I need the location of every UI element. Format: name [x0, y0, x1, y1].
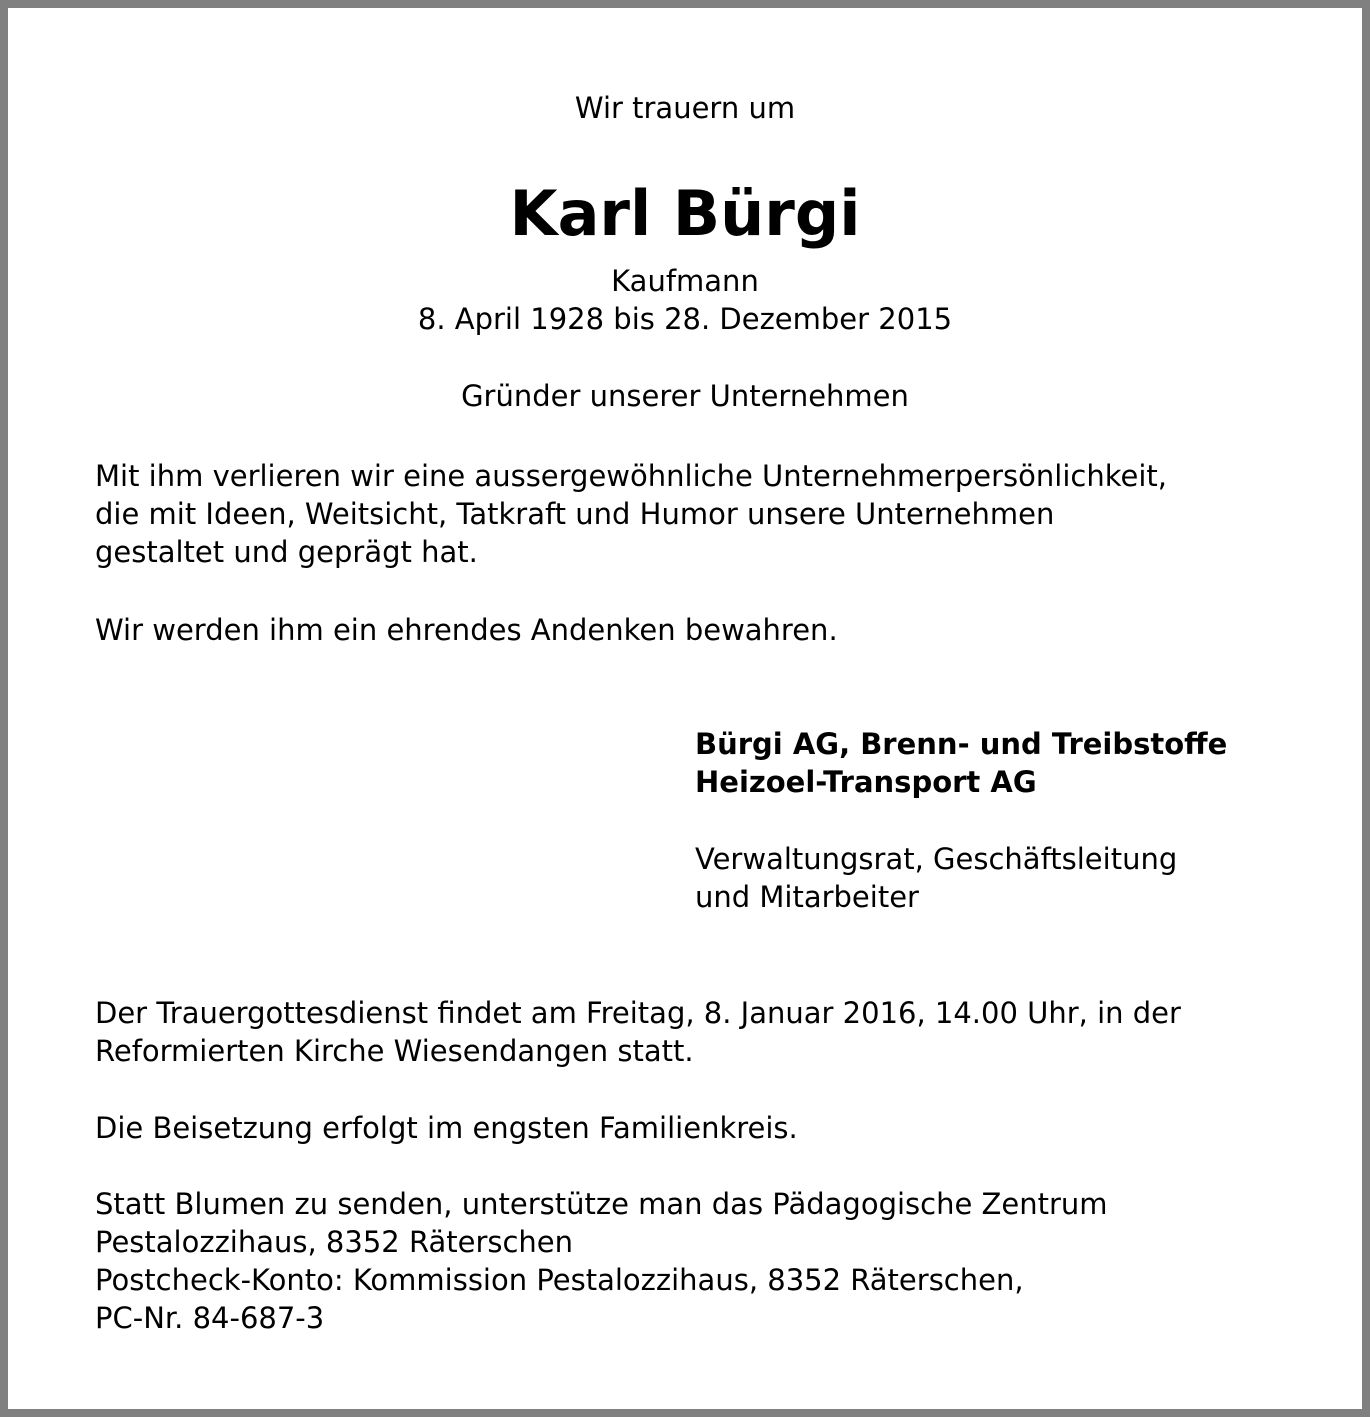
- donation-line: Postcheck-Konto: Kommission Pestalozzihaus, 8352 Räterschen,: [95, 1263, 1024, 1297]
- signature-line: Verwaltungsrat, Geschäftsleitung: [695, 842, 1178, 876]
- intro-text: Wir trauern um: [574, 91, 796, 125]
- burial-notice: Die Beisetzung erfolgt im engsten Familienkreis.: [95, 1111, 798, 1145]
- tribute-closing: Wir werden ihm ein ehrendes Andenken bewahren.: [95, 613, 838, 647]
- life-dates: 8. April 1928 bis 28. Dezember 2015: [417, 302, 953, 336]
- deceased-name: Karl Bürgi: [509, 177, 861, 250]
- obituary-page: [8, 8, 1362, 1409]
- donation-line: PC-Nr. 84-687-3: [95, 1301, 325, 1335]
- signature-line: und Mitarbeiter: [695, 880, 919, 914]
- profession: Kaufmann: [611, 264, 759, 298]
- founder-role: Gründer unserer Unternehmen: [461, 379, 909, 413]
- tribute-paragraph: [95, 457, 1167, 571]
- signature-people: [695, 840, 1177, 916]
- tribute-line: Mit ihm verlieren wir eine aussergewöhnliche Unternehmerpersönlichkeit,: [95, 459, 1167, 493]
- service-paragraph: [95, 994, 1181, 1070]
- donation-line: Pestalozzihaus, 8352 Räterschen: [95, 1225, 574, 1259]
- company-name: Bürgi AG, Brenn- und Treibstoffe: [695, 727, 1228, 761]
- service-line: Der Trauergottesdienst findet am Freitag, 8. Januar 2016, 14.00 Uhr, in der: [95, 996, 1181, 1030]
- company-name: Heizoel-Transport AG: [695, 765, 1037, 799]
- service-line: Reformierten Kirche Wiesendangen statt.: [95, 1034, 694, 1068]
- donation-line: Statt Blumen zu senden, unterstütze man das Pädagogische Zentrum: [95, 1187, 1108, 1221]
- signature-companies: [695, 725, 1227, 801]
- tribute-line: gestaltet und geprägt hat.: [95, 535, 478, 569]
- tribute-line: die mit Ideen, Weitsicht, Tatkraft und Humor unsere Unternehmen: [95, 497, 1055, 531]
- donation-paragraph: [95, 1185, 1108, 1337]
